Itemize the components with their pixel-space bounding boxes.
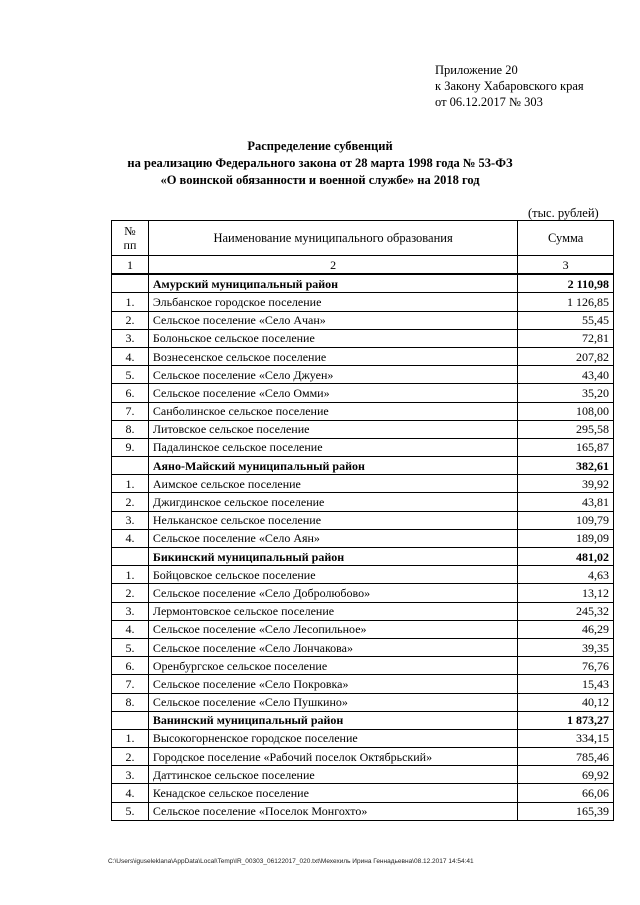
- header-name: Наименование муниципального образования: [148, 221, 517, 256]
- row-number: 8.: [112, 693, 149, 711]
- header-number-sign: №: [124, 224, 136, 238]
- row-name: Санболинское сельское поселение: [148, 402, 517, 420]
- row-sum: 72,81: [518, 329, 614, 347]
- table-row: [112, 729, 614, 747]
- table-row: [112, 748, 614, 766]
- table-row: [112, 384, 614, 402]
- row-number: [112, 274, 149, 293]
- row-sum: 108,00: [518, 402, 614, 420]
- header-sum: Сумма: [518, 221, 614, 256]
- units-label: (тыс. рублей): [528, 206, 599, 220]
- row-name: Падалинское сельское поселение: [148, 438, 517, 456]
- file-path-footer: C:\Users\iguseleklana\AppData\Local\Temp\IR_00303_06122017_020.txt\Мехехиль Ирина Геннадьевна\08.12.2017 14:54:41: [108, 858, 474, 865]
- table-row: [112, 311, 614, 329]
- row-number: 2.: [112, 584, 149, 602]
- row-number: 9.: [112, 438, 149, 456]
- row-sum: 39,92: [518, 475, 614, 493]
- table-row: [112, 402, 614, 420]
- row-number: 5.: [112, 366, 149, 384]
- row-number: [112, 548, 149, 566]
- row-name: Бикинский муниципальный район: [148, 548, 517, 566]
- table-row: [112, 584, 614, 602]
- row-name: Бойцовское сельское поселение: [148, 566, 517, 584]
- row-name: Кенадское сельское поселение: [148, 784, 517, 802]
- row-number: 3.: [112, 329, 149, 347]
- row-sum: 481,02: [518, 548, 614, 566]
- row-sum: 189,09: [518, 529, 614, 547]
- district-row: [112, 711, 614, 729]
- district-row: [112, 457, 614, 475]
- document-title: [0, 138, 640, 189]
- row-name: Сельское поселение «Поселок Монгохто»: [148, 802, 517, 820]
- table-row: [112, 438, 614, 456]
- column-index-1: 1: [112, 256, 149, 275]
- table-row: [112, 566, 614, 584]
- table-row: [112, 475, 614, 493]
- row-number: 4.: [112, 784, 149, 802]
- row-number: 1.: [112, 729, 149, 747]
- annex-line-2: к Закону Хабаровского края: [435, 79, 584, 93]
- row-name: Эльбанское городское поселение: [148, 293, 517, 311]
- row-sum: 207,82: [518, 347, 614, 365]
- row-sum: 40,12: [518, 693, 614, 711]
- row-number: 1.: [112, 293, 149, 311]
- table-row: [112, 529, 614, 547]
- row-name: Сельское поселение «Село Добролюбово»: [148, 584, 517, 602]
- row-sum: 43,40: [518, 366, 614, 384]
- row-name: Нельканское сельское поселение: [148, 511, 517, 529]
- row-number: 6.: [112, 384, 149, 402]
- row-sum: 2 110,98: [518, 274, 614, 293]
- row-number: 8.: [112, 420, 149, 438]
- row-name: Ванинский муниципальный район: [148, 711, 517, 729]
- row-number: 1.: [112, 475, 149, 493]
- row-number: 1.: [112, 566, 149, 584]
- column-index-row: [112, 256, 614, 275]
- row-number: 4.: [112, 529, 149, 547]
- row-name: Высокогорненское городское поселение: [148, 729, 517, 747]
- row-sum: 35,20: [518, 384, 614, 402]
- table-row: [112, 493, 614, 511]
- row-name: Городское поселение «Рабочий поселок Октябрьский»: [148, 748, 517, 766]
- header-number: [112, 221, 149, 256]
- row-name: Сельское поселение «Село Ачан»: [148, 311, 517, 329]
- row-name: Аимское сельское поселение: [148, 475, 517, 493]
- row-sum: 1 873,27: [518, 711, 614, 729]
- row-number: 7.: [112, 402, 149, 420]
- table-row: [112, 329, 614, 347]
- annex-line-3: от 06.12.2017 № 303: [435, 95, 543, 109]
- table-row: [112, 802, 614, 820]
- row-name: Сельское поселение «Село Пушкино»: [148, 693, 517, 711]
- table-row: [112, 638, 614, 656]
- row-name: Аяно-Майский муниципальный район: [148, 457, 517, 475]
- row-sum: 165,87: [518, 438, 614, 456]
- row-name: Амурский муниципальный район: [148, 274, 517, 293]
- row-sum: 66,06: [518, 784, 614, 802]
- table-row: [112, 784, 614, 802]
- row-sum: 165,39: [518, 802, 614, 820]
- row-number: 4.: [112, 347, 149, 365]
- row-sum: 46,29: [518, 620, 614, 638]
- table-row: [112, 766, 614, 784]
- table-row: [112, 293, 614, 311]
- row-name: Литовское сельское поселение: [148, 420, 517, 438]
- row-sum: 245,32: [518, 602, 614, 620]
- row-sum: 1 126,85: [518, 293, 614, 311]
- table-row: [112, 602, 614, 620]
- row-sum: 382,61: [518, 457, 614, 475]
- row-name: Даттинское сельское поселение: [148, 766, 517, 784]
- row-number: 5.: [112, 638, 149, 656]
- table-header-row: [112, 221, 614, 256]
- title-line-1: Распределение субвенций: [247, 139, 393, 153]
- annex-block: [435, 62, 584, 110]
- district-row: [112, 548, 614, 566]
- district-row: [112, 274, 614, 293]
- row-sum: 69,92: [518, 766, 614, 784]
- table-row: [112, 620, 614, 638]
- row-sum: 4,63: [518, 566, 614, 584]
- row-number: [112, 457, 149, 475]
- row-sum: 13,12: [518, 584, 614, 602]
- row-sum: 785,46: [518, 748, 614, 766]
- table-row: [112, 675, 614, 693]
- row-number: 2.: [112, 748, 149, 766]
- header-number-pp: пп: [123, 238, 137, 252]
- row-number: 4.: [112, 620, 149, 638]
- row-name: Джигдинское сельское поселение: [148, 493, 517, 511]
- row-number: 3.: [112, 511, 149, 529]
- row-number: 7.: [112, 675, 149, 693]
- row-number: 5.: [112, 802, 149, 820]
- row-sum: 39,35: [518, 638, 614, 656]
- row-name: Сельское поселение «Село Лесопильное»: [148, 620, 517, 638]
- row-name: Болоньское сельское поселение: [148, 329, 517, 347]
- row-name: Сельское поселение «Село Джуен»: [148, 366, 517, 384]
- row-sum: 334,15: [518, 729, 614, 747]
- row-name: Сельское поселение «Село Омми»: [148, 384, 517, 402]
- subvention-table: [111, 220, 614, 821]
- table-row: [112, 347, 614, 365]
- row-sum: 55,45: [518, 311, 614, 329]
- column-index-3: 3: [518, 256, 614, 275]
- table-row: [112, 366, 614, 384]
- row-name: Лермонтовское сельское поселение: [148, 602, 517, 620]
- row-name: Вознесенское сельское поселение: [148, 347, 517, 365]
- row-name: Сельское поселение «Село Аян»: [148, 529, 517, 547]
- row-name: Сельское поселение «Село Покровка»: [148, 675, 517, 693]
- row-name: Сельское поселение «Село Лончакова»: [148, 638, 517, 656]
- row-number: 2.: [112, 493, 149, 511]
- row-sum: 43,81: [518, 493, 614, 511]
- row-number: 3.: [112, 602, 149, 620]
- row-number: 6.: [112, 657, 149, 675]
- row-sum: 109,79: [518, 511, 614, 529]
- table-row: [112, 657, 614, 675]
- row-number: 2.: [112, 311, 149, 329]
- annex-line-1: Приложение 20: [435, 63, 518, 77]
- title-line-2: на реализацию Федерального закона от 28 марта 1998 года № 53-ФЗ: [127, 156, 513, 170]
- row-name: Оренбургское сельское поселение: [148, 657, 517, 675]
- row-number: 3.: [112, 766, 149, 784]
- row-sum: 76,76: [518, 657, 614, 675]
- row-number: [112, 711, 149, 729]
- title-line-3: «О воинской обязанности и военной службе» на 2018 год: [160, 173, 480, 187]
- row-sum: 15,43: [518, 675, 614, 693]
- table-row: [112, 511, 614, 529]
- row-sum: 295,58: [518, 420, 614, 438]
- table-row: [112, 420, 614, 438]
- table-row: [112, 693, 614, 711]
- column-index-2: 2: [148, 256, 517, 275]
